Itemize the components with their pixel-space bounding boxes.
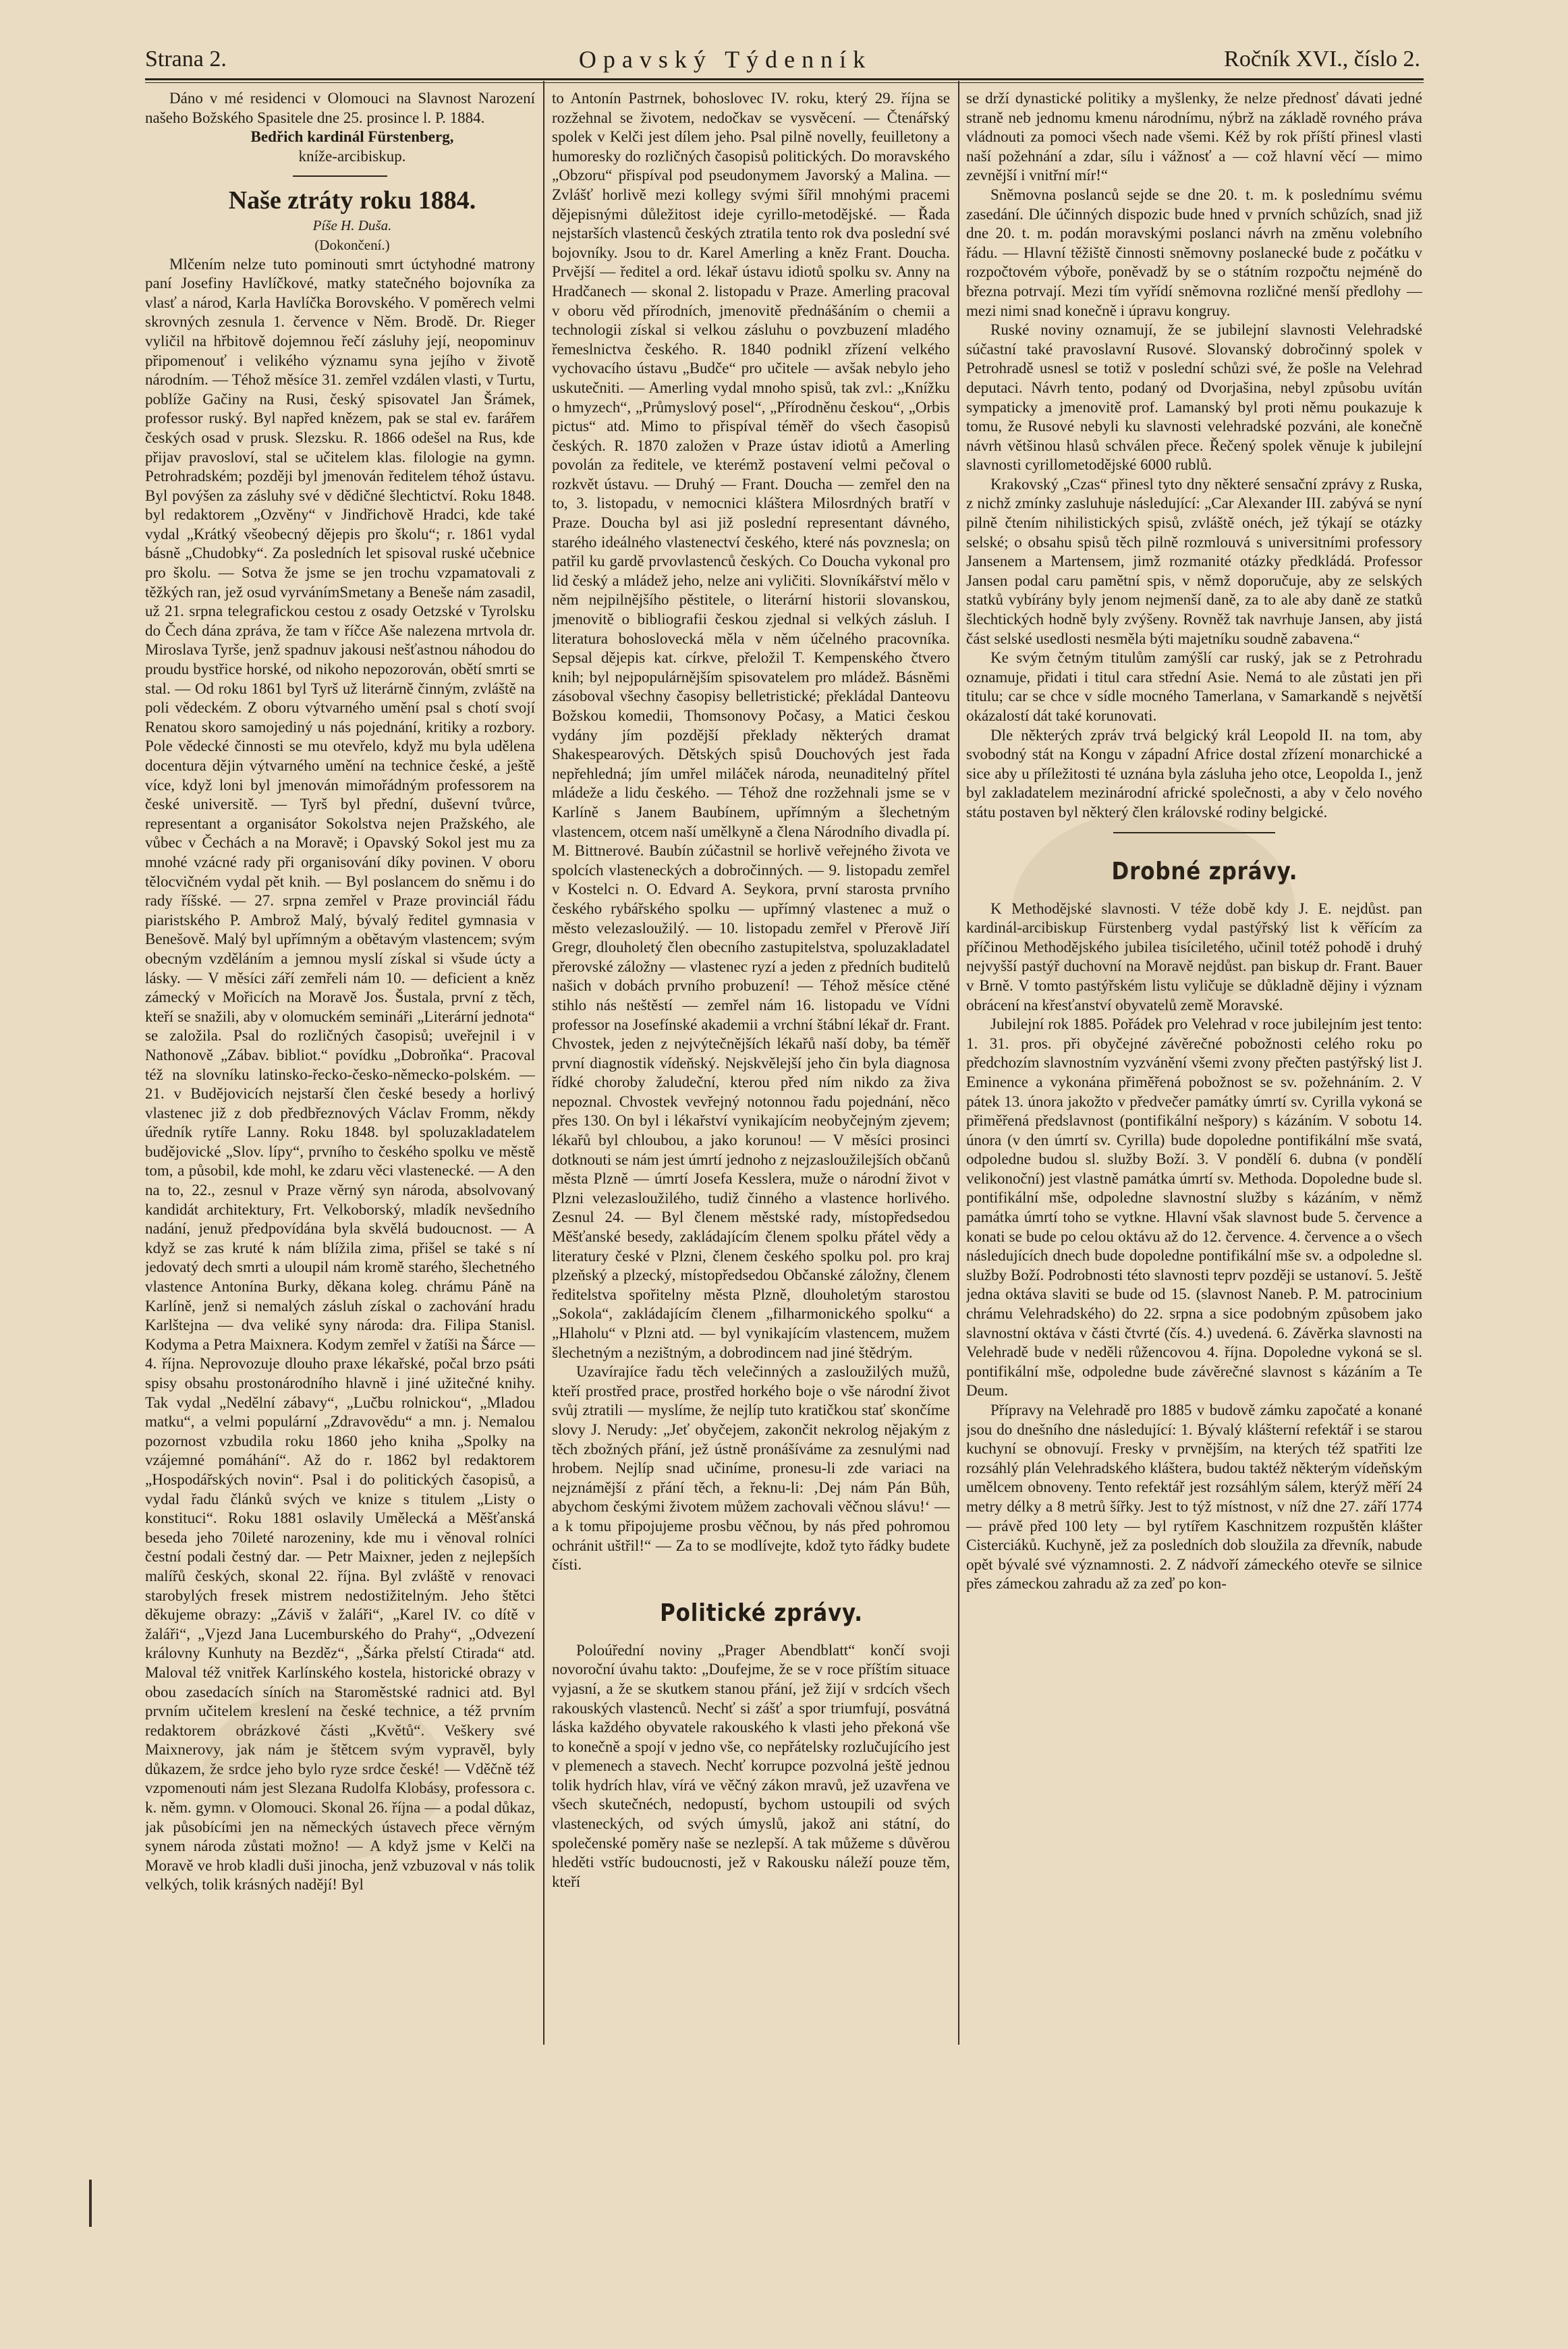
politics-section-title: Politické zprávy. <box>660 1599 863 1627</box>
column-separator-1 <box>543 81 544 2045</box>
politics-paragraph: Sněmovna poslanců sejde se dne 20. t. m. k poslednímu svému zasedání. Dle účinných dispozic bude hned v prvních schůzích, snad již dne 20. t. m. podán moravskými poslanci návrh na změnu volebního řádu. — Hlavní těžiště činnosti sněmovny poslanecké bude z počátku v rozpočtovém výboře, poněvadž by se o státním rozpočtu nejméně do března potrvají. Mezi tím vyřídí sněmovna rozličné menší předlohy — mezi nimi snad konečně i úpravu kongruy. <box>966 186 1422 319</box>
page-header <box>145 42 1420 77</box>
politics-paragraph: Poloúřední noviny „Prager Abendblatt“ končí svoji novoroční úvahu takto: „Doufejme, že se v roce příštím situace vyjasní, a že se skutkem stanou přání, jež žijí v srdcích všech rakouských vlastenců. Nechť si zášť a spor triumfují, posvátná láska každého obyvatele rakouského k vlasti jeho překoná vše to konečně a spojí v jedno vše, co nepřátelsky rozlučujícího jest v plemenech a stavech. Nechť korrupce pozvolná ještě jednou tolik hydrích hlav, vírá ve věčný zákon mravů, jež uzavřena ve všech skutečnéch, nedopustí, bychom ustoupili od svých vlasteneckých, od svých úmyslů, jakož ani státní, do společenské poměry naše se nezlepší. A tak můžeme s důvěrou hleděti vstříc budoucnosti, jež v Rakousku náleží pouze těm, kteří <box>552 1641 950 1890</box>
politics-paragraph: Ruské noviny oznamují, že se jubilejní slavnosti Velehradské súčastní také pravoslavní Rusové. Slovanský dobročinný spolek v Petrohradě usnesl se totiž v poslední schůzi své, že pošle na Velehrad deputaci. Návrh tento, podaný od Dvorjašina, nebyl způsobu uvítán sympaticky a jmenovitě prof. Lamanský byl proti němu poukazuje k tomu, že Rusové nebyli ku slavnosti velehradské pozváni, ale konečně návrh většinou hlasů schválen přece. Řečený spolek věnuje k jubilejní slavnosti cyrillometodějské 6000 rublů. <box>966 321 1422 474</box>
politics-paragraph: se drží dynastické politiky a myšlenky, že nelze přednosť dávati jedné straně neb jednomu kmenu národnímu, nýbrž na základě rovného práva vládnouti za pomoci všech nade všemi. Kéž by rok příští přinesl vlasti naší požehnání a zdar, sílu i vážnosť a — což hlavní věcí — mimo zevnější i vnitřní mír!“ <box>966 90 1422 184</box>
politics-paragraph: Dle některých zpráv trvá belgický král Leopold II. na tom, aby svobodný stát na Kongu v západní Africe dostal zřízení monarchické a sice aby u příležitosti té uznána byla zásluha jeho otce, Leopolda I., jenž byl zakladatelem mezinárodní africké společnosti, a aby v čelo nového státu postaven byl některý člen královské rodiny belgické. <box>966 726 1422 821</box>
news-paragraph: Jubilejní rok 1885. Pořádek pro Velehrad v roce jubilejním jest tento: 1. 31. pros. při obyčejné závěrečné pobožnosti celého roku po předchozím slavnostním vyzvánění všemi zvony přečten pastýřský list J. Eminence a vykonána přiměřená pobožnost se sv. požehnáním. 2. V pátek 13. února jakožto v předvečer památky úmrtí sv. Cyrilla vykoná se přiměřená předslavnost (pontifikální nešpory) s kázáním. V sobotu 14. února (v den úmrtí sv. Cyrilla) bude dopoledne pontifikální mše svatá, odpoledne budou sl. služby Boží. 3. V pondělí 6. dubna (v pondělí velikonoční) jest vlastně památka úmrtí sv. Methoda. Dopoledne bude sl. pontifikální mše, odpoledne slavnostní služby s kázáním, v němž památka úmrtí toho se vytkne. Hlavní však slavnost bude 5. července a konati se bude po celou oktávu až do 12. července. 4. července a o všech následujících dnech bude dopoledne pontifikální mše sv. a odpoledne sl. služby Boží. Podrobnosti této slavnosti teprv později se ustanoví. 5. Ještě jedna oktáva slaviti se bude od 15. (slavnost Naneb. P. M. patrocinium chrámu Velehradského) do 22. srpna a sice podobným způsobem jako slavnostní oktáva v části čtvrté (čís. 4.) uvedená. 6. Závěrka slavnosti na Velehradě bude v neděli růžencovou 4. října. Dopoledne vykoná se sl. pontifikální mše, odpoledne bude závěrečné slavnost s kázáním a Te Deum. <box>966 1016 1422 1400</box>
issue-info: Ročník XVI., číslo 2. <box>1224 47 1420 72</box>
header-rule-thin <box>145 82 1424 83</box>
page-number: Strana 2. <box>145 47 227 72</box>
article-author: Píše H. Duša. <box>312 217 392 234</box>
article-note: (Dokončení.) <box>314 236 390 253</box>
paper-stain <box>202 1687 445 1862</box>
news-paragraph: Přípravy na Velehradě pro 1885 v budově zámku započaté a konané jsou do dnešního dne následující: 1. Bývalý klášterní refektář i se starou kuchyní se obnovují. Fresky v prvnějším, na kterých též spatřiti lze rozsáhlý plán Velehradského kláštera, budou taktéž některým vídeňským umělcem obnoveny. Tento refektář jest rozsáhlým sálem, kterýž měří 24 metry délky a 8 metrů šířky. Jest to týž místnost, v níž dne 27. září 1774 — právě před 100 lety — byl rytířem Kaschnitzem rozpuštěn klášter Cisterciáků. Kuchyně, jež za posledních dob sloužila za dřevník, nabude opět bývalé své významnosti. 2. Z nádvoří zámeckého otevře se silnice přes zámeckou zahradu až za zeď po kon- <box>966 1402 1422 1593</box>
column-2 <box>552 89 950 2060</box>
news-paragraph: K Methodějské slavnosti. V téže době kdy J. E. nejdůst. pan kardinál-arcibiskup Fürstenberg vydal pastýřský list k věřícím za příčinou Methodějského jubilea tisíciletého, učinil totéž pohodě i druhý nejvyšší pastýř duchovní na Moravě nejdůst. pan biskup dr. Frant. Bauer v Brně. V tomto pastýřském listu vyličuje se důkladně dějiny i význam obrácení na křesťanství obyvatelů země Moravské. <box>966 900 1422 1014</box>
column-separator-2 <box>958 81 959 2045</box>
politics-paragraph: Krakovský „Czas“ přinesl tyto dny některé sensační zprávy z Ruska, z nichž zmínky zasluhuje následující: „Car Alexander III. zabývá se nyní pilně čtením nihilistických spisů, zvláště onéch, jež týkají se otázky selské; o obsahu spisů těch pilně rozmlouvá s universitními professory Jansenem a Martensem, jimž rozmanité otázky předkládá. Professor Jansen podal caru pamětní spis, v němž doporučuje, aby ze selských statků vybírány byly jenom nejmenší daně, za to ale aby daně ze statků šlechtických hodně byly zvýšeny. Rovněž tak navrhuje Jansen, aby jistá část selské usedlosti nesměla býti majetníku soudně zabavena.“ <box>966 475 1422 647</box>
decree-closing: Dáno v mé residenci v Olomouci na Slavnost Narození našeho Božského Spasitele dne 25. prosince l. P. 1884. <box>145 90 535 126</box>
article-closing-paragraph: Uzavírajíce řadu těch velečinných a zasloužilých mužů, kteří prostřed prace, prostřed horkého boje o vše národní život svůj ztratili — myslíme, že nejlíp tuto kratičkou stať skončíme slovy J. Nerudy: „Jeť obyčejem, zakončit nekrolog nějakým z těch zbožných přání, jež ústně pronášíváme za zesnulými nad hrobem. Nejlíp snad učiníme, pronesu-li zde variaci na nejznámější z přání těch, a řeknu-li: ‚Dej nám Pán Bůh, abychom českými životem můžem zachovali věčnou slávu!‘ — a k tomu připojujeme prosbu věčnou, by nás před pohromou ochránit uštřil!“ — Za to se modlívejte, kdož tyto řádky budete čísti. <box>552 1363 950 1574</box>
politics-paragraph: Ke svým četným titulům zamýšlí car ruský, jak se z Petrohradu oznamuje, přidati i titul cara střední Asie. Nemá to ale zůstati jen při titulu; car se chce v sídle mocného Tamerlana, v Samarkandě s největší okázalostí dát také korunovati. <box>966 649 1422 724</box>
paper-stain <box>1012 810 1295 1012</box>
newspaper-title: Opavský Týdenník <box>578 46 872 73</box>
header-rule <box>145 78 1424 80</box>
article-paragraph: to Antonín Pastrnek, bohoslovec IV. roku, který 29. října se rozžehnal se životem, nedočkav se vysvěcení. — Čtenářský spolek v Kelči jest dílem jeho. Psal pilně novelly, feuilletony a humoresky do rozličných časopisů politických. Do moravského „Obzoru“ přispíval pod pseudonymem Javorský a Malina. — Zvlášť horlivě mezi kollegy svými šířil mnohými pracemi dějepisnými důležitost ideje cyrillo-metodějské. — Řada nejstarších vlastenců českých ztratila tento rok dva poslední své bojovníky. Jsou to dr. Karel Amerling a kněz Frant. Doucha. Prvější — ředitel a ord. lékař ústavu idiotů spolku sv. Anny na Hradčanech — skonal 2. listopadu v Praze. Amerling pracoval v oboru věd přírodních, jmenovitě přednášáním o chemii a technologii získal si velkou zásluhu o povzbuzení mladého řemeslnictva českého. R. 1840 podnikl zřízení velkého vychovacího ústavu „Budče“ pro učitele — avšak nebylo jeho uskutečniti. — Amerling vydal mnoho spisů, tak zvl.: „Knížku o hmyzech“, „Průmyslový posel“, „Přírodněnu českou“, „Orbis pictus“ atd. Mimo to přispíval téměř do všech časopisů českých. R. 1870 založen v Praze ústav idiotů a Amerling povolán za ředitele, ve kterémž postavení velmi pečoval o rozkvět ústavu. — Druhý — Frant. Doucha — zemřel den na to, 3. listopadu, v nemocnici kláštera Milosrdných bratří v Praze. Doucha byl asi již poslední representant dávného, starého ideálného vlastenectví českého, které nás povznesla; on patřil ku gardě prvovlastenců českých. Co Doucha vykonal pro lid český a mládež jeho, nelze ani vyličiti. Slovníkářství mělo v něm nejpilnějšího pěstitele, o literární historii slovanskou, jmenovitě o bibliografii českou zjednal si velkých zásluh. I literatura bohoslovecká měla v něm účelného pracovníka. Sepsal dějepis kat. církve, přeložil T. Kempenského čtvero knih; byl nejpopulárnějším spisovatelem pro mládež. Básněmi zásoboval všechny časopisy belletristické; překládal Danteovu Božskou komedii, Thomsonovy Počasy, a Matici českou vydány jím pozdější překlady některých dramat Shakespearových. Dětských spisů Douchových jest řada nepřehledná; jím umřel miláček národa, neunaditelný přítel mládeže a lidu českého. — Téhož dne rozžehnali jsme se v Karlíně s Janem Baubínem, upřímným a šlechetným vlastencem, otcem naší umělkyně a člena Národního divadla pí. M. Bittnerové. Baubín zúčastnil se horlivě veřejného života ve spolcích vlasteneckých a dobročinných. — 9. listopadu zemřel v Kostelci n. O. Edvard A. Seykora, první starosta prvního českého rybářského spolku — upřímný vlastenec a muž o město velezasloužilý. — 10. listopadu zemřel v Přerově Jiří Gregr, dlouholetý člen obecního zastupitelstva, spoluzakladatel přerovské záložny — vlastenec ryzí a jeden z předních buditelů našich v dobách prvního probuzení! — Téhož měsíce ctěné stihlo nás neštěstí — zemřel nám 16. listopadu ve Vídni professor na Josefínské akademii a vrchní štábní lékař dr. Frant. Chvostek, jeden z nejvýtečnějších lékařů naší doby, ba téměř první diagnostik vídeňský. Nejskvělejší jeho čin byla diagnosa řídké choroby žaludeční, kterou před ním nikdo za živa nepoznal. Chvostek vevřejný notonnou řadu pojednání, něco přes 130. On byl i lékařství vynikajícím neobyčejným zjevem; lékařů byl chloubou, a jako korunou! — V měsíci prosinci dotknouti se nám jest úmrtí jednoho z nejzasloužilejších občanů města Plzně — úmrtí Josefa Kesslera, muže o národní život v Plzni velezasloužilého, tudiž činného a vlastence horlivého. Zesnul 24. — Byl členem městské rady, místopředsedou Měšťanské besedy, zakládajícím členem spolku přátel vědy a literatury české v Plzni, členem českého spolku pol. pro kraj plzeňský a plzecký, místopředsedou Občanské záložny, členem ředitelstva spořitelny města Plzně, dlouholetým starostou „Sokola“, zakládajícím členem „filharmonického spolku“ a „Hlaholu“ v Plzni atd. — byl vynikajícím vlastencem, mužem šlechetným a nezištným, a dobrodincem nad jiné štědrým. <box>552 90 950 1361</box>
margin-mark <box>89 2180 92 2227</box>
signature: Bedřich kardinál Fürstenberg, <box>250 128 454 146</box>
column-3 <box>966 89 1422 2060</box>
section-divider <box>293 175 387 177</box>
news-section-title: Drobné zprávy. <box>1111 857 1298 885</box>
signature-title: kníže-arcibiskup. <box>298 147 406 165</box>
article-paragraph: Mlčením nelze tuto pominouti smrt úctyhodné matrony paní Josefiny Havlíčkové, matky statečného bojovníka za vlasť a národ, Karla Havlíčka Borovského. V poměrech velmi skrovných zesnula 1. července v Něm. Brodě. Dr. Rieger vyličil na hřbitově dojemnou řečí zásluhy její, neopominuv připomenouť i velikého významu syna jejího v životě národním. — Téhož měsíce 31. zemřel vzdálen vlasti, v Turtu, poblíže Gačiny na Rusi, český spisovatel Jan Šrámek, professor ruský. Byl napřed knězem, pak se stal ev. farářem českých osad v prusk. Slezsku. R. 1866 odešel na Rus, kde přijav pravosloví, stal se učitelem klas. filologie na gymn. Petrohradském; později byl jmenován ředitelem téhož ústavu. Byl povýšen za zásluhy své v dědičné šlechtictví. Roku 1848. byl redaktorem „Ozvěny“ v Jindřichově Hradci, kde také vydal „Krátký všeobecný dějepis pro školu“; r. 1861 vydal básně „Chudobky“. Za posledních let spisoval ruské učebnice pro školu. — Sotva že jsme se jen trochu vzpamatovali z těžkých ran, jež osud vyrvánímSmetany a Beneše nám zasadil, už 21. srpna telegrafickou cestou z osady Oetzské v Tyrolsku do Čech dána zpráva, že tam v říčce Aše nalezena mrtvola dr. Miroslava Tyrše, jenž spadnuv jakousi nešťastnou náhodou do proudu bystřice horské, od nikoho nepozorován, obětí smrti se stal. — Od roku 1861 byl Tyrš už literárně činným, zvláště na poli vědeckém. Z oboru výtvarného umění psal s chotí svojí Renatou skoro samojediný u nás pojednání, kritiky a rozbory. Pole vědecké činnosti se mu otevřelo, když mu byla udělena docentura dějin výtvarného umění na technice české, a ještě více, když loni byl jmenován mimořádným professorem na české universitě. — Tyrš byl přední, duševní tvůrce, representant a organisátor Sokolstva nejen Pražského, ale vůbec v Čechách a na Moravě; i Opavský Sokol jest mu za mnohé vzácné rady při organisování díky povinen. V oboru tělocvičném vydal pět knih. — Byl poslancem do sněmu i do rady říšské. — 27. srpna zemřel v Praze provinciál řádu piaristského P. Ambrož Malý, bývalý ředitel gymnasia v Benešově. Malý byl upřímným a obětavým vlastencem; svým obecným vzděláním a jemnou myslí získal si všude úcty a lásky. — V měsíci září zemřeli nám 10. — deficient a kněz zámecký v Mořicích na Moravě Jos. Šustala, první z těch, kteří se snažili, aby v olomuckém semináři „Literární jednota“ se založila. Psal do rozličných časopisů; uveřejnil i v Nathonově „Zábav. bibliot.“ povídku „Dobroňka“. Pracoval též na slovníku latinsko-řecko-česko-německo-polském. — 21. v Budějovicích nejstarší člen české besedy a horlivý vlastenec již z dob předbřeznových Václav Fromm, někdy úředník rytíře Lanny. Roku 1848. byl spoluzakladatelem budějovické „Slov. lípy“, prvního to českého spolku ve městě tom, a působil, kde mohl, ke zdaru věci vlastenecké. — A den na to, 22., zesnul v Praze věrný syn národa, absolvovaný kandidát architektury, Frt. Velkoborský, mladík nevšedního nadání, jenuž předpovídána byla skvělá budoucnost. — A když se zas kruté k nám blížila zima, přišel se také s ní jedovatý dech smrti a uloupil nám kromě starého, šlechetného vlastence Antonína Burky, děkana koleg. chrámu Páně na Karlíně, jenž si nemalých zásluh získal o zachování hradu Karlštejna — dva veliké syny národa: dra. Filipa Stanisl. Kodyma a Petra Maixnera. Kodym zemřel v žatíši na Šárce — 4. října. Neprovozuje dlouho praxe lékařské, počal brzo psáti spisy obsahu prostonárodního hlavně i jiné užitečné knihy. Tak vydal „Nedělní zábavy“, „Lučbu rolnickou“, „Mladou matku“, a velmi populární „Zdravovědu“ a mn. j. Nemalou pozornost vzbudila roku 1860 jeho kniha „Spolky na vzájemné pomáhání“. Až do r. 1862 byl redaktorem „Hospodářských novin“. Psal i do politických časopisů, a vydal řadu článků svých ve knize s titulem „Listy o konstituci“. Roku 1881 oslavily Umělecká a Měšťanská beseda jeho 70ileté narozeniny, kde mu i věnoval rolníci čestní podali čestný dar. — Petr Maixner, jeden z nejlepších malířů českých, skonal 22. října. Byl zvláště v renovaci starobylých fresek mistrem nedostižitelným. Jeho štětci děkujeme obrazy: „Záviš v žaláři“, „Karel IV. co dítě v žaláři“, „Vjezd Jana Lucemburského do Prahy“, „Odvezení královny Kunhuty na Bezděz“, „Šárka přelstí Ctirada“ atd. Maloval též vnitřek Karlínského kostela, historické obrazy v obou zasedacích síních na Staroměstské radnici atd. Byl prvním učitelem kreslení na české technice, a též prvním redaktorem obrázkové části „Květů“. Veškery své Maixnerovy, jak nám je štětcem svým vypravěl, byly důkazem, že srdce jeho bylo ryze srdce české! — Vděčně též vzpomenouti nám jest Slezana Rudolfa Klobásy, professora c. k. něm. gymn. v Olomouci. Skonal 26. října — a podal důkaz, jak působícími jen na německých ústavech přece věrným synem národa zůstati možno! — A když jsme v Kelči na Moravě ve hrob kladli duši jinocha, jenž vzbuzoval v nás tolik velkých, tolik krásných nadějí! Byl <box>145 255 535 1894</box>
article-title: Naše ztráty roku 1884. <box>228 186 476 215</box>
